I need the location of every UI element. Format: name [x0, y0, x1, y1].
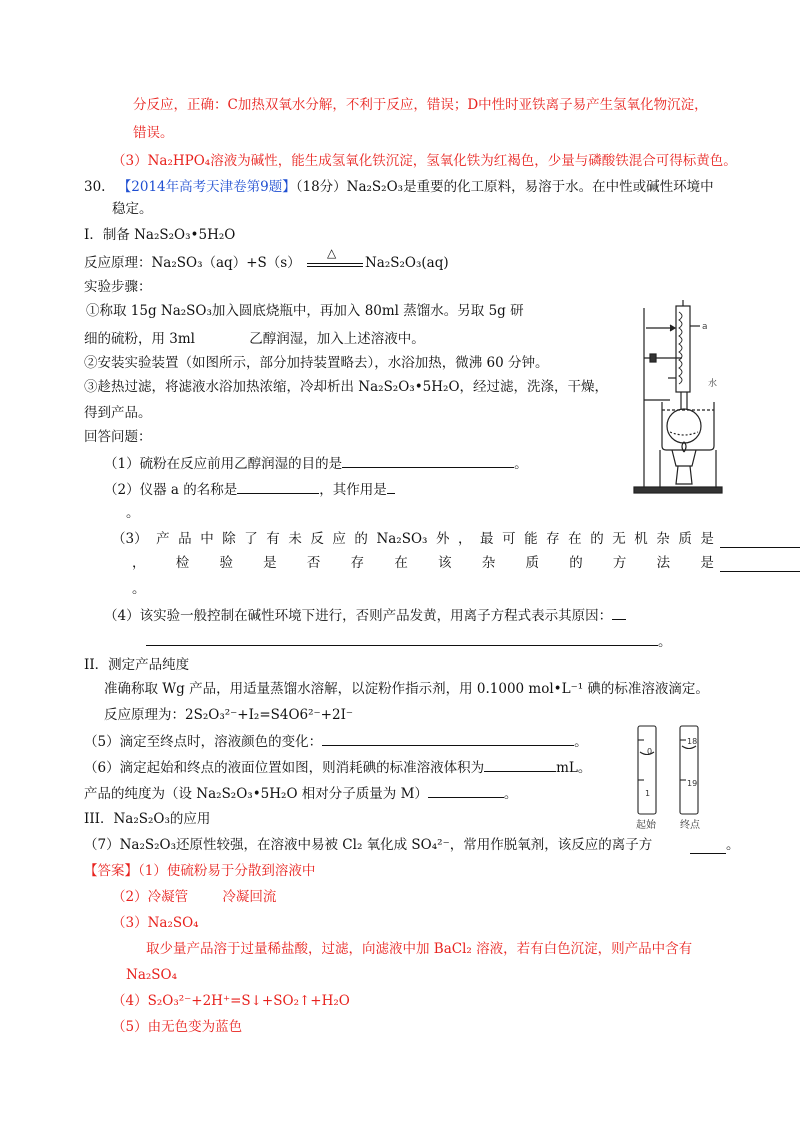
answer-blank-6a[interactable]: [484, 758, 556, 772]
heat-arrow: [305, 246, 365, 272]
question-intro: （18分）Na₂S₂O₃是重要的化工原料，易溶于水。在中性或碱性环境中: [295, 179, 714, 195]
question-7-text: （7）Na₂S₂O₃还原性较强，在溶液中易被 Cl₂ 氧化成 SO₄²⁻，常用作脱氧剂，该反应的离子方: [84, 837, 653, 853]
question-1-text: （1）硫粉在反应前用乙醇润湿的目的是: [104, 456, 343, 472]
section-1-title: I．制备 Na₂S₂O₃•5H₂O: [84, 227, 236, 243]
q3a-word-16: 能: [524, 531, 538, 547]
q3a-word-0: （3）: [112, 531, 148, 547]
q3b-word-12: 法: [656, 555, 671, 571]
answer-blank-2a[interactable]: [237, 480, 319, 494]
section-3-title: III．Na₂S₂O₃的应用: [84, 811, 211, 827]
q3a-word-17: 存: [546, 531, 560, 547]
q3a-word-8: 反: [310, 531, 324, 547]
q3a-word-3: 中: [200, 531, 214, 547]
q3b-word-7: 该: [438, 555, 452, 571]
step-1-line-2: [84, 330, 425, 348]
answer-blank-6b[interactable]: [428, 784, 504, 798]
q3a-word-14: 最: [480, 531, 494, 547]
answer-4: （4）S₂O₃²⁻+2H⁺=S↓+SO₂↑+H₂O: [112, 993, 350, 1009]
question-7-end: 。: [726, 837, 740, 853]
q3b-word-11: 方: [612, 555, 627, 571]
step-1-part-b: 乙醇润湿，加入上述溶液中。: [249, 331, 425, 347]
stand-base: [634, 487, 722, 493]
step-1-line-1: ①称取 15g Na₂SO₃加入圆底烧瓶中，再加入 80ml 蒸馏水。另取 5g 研: [86, 303, 524, 319]
meniscus-end: [682, 746, 696, 749]
burette-a-1: 1: [645, 789, 651, 798]
answer-blank-7[interactable]: [690, 840, 726, 854]
q3a-word-12: 外: [435, 531, 450, 547]
question-1: （1）硫粉在反应前用乙醇润湿的目的是 。: [104, 456, 528, 472]
question-2: [104, 480, 395, 499]
question-5-text: （5）滴定至终点时，溶液颜色的变化：: [84, 734, 323, 750]
q3a-word-7: 未: [288, 531, 302, 547]
question-3-end: 。: [132, 581, 146, 597]
q3a-word-9: 应: [332, 531, 346, 547]
question-2-text-b: ，其作用是: [319, 482, 387, 498]
apparatus-figure: [630, 298, 740, 496]
answer-blank-3a[interactable]: [720, 534, 800, 548]
answer-blank-4a[interactable]: [612, 606, 626, 620]
q3a-word-18: 在: [568, 531, 582, 547]
q3a-word-15: 可: [502, 531, 516, 547]
reaction-right: Na₂S₂O₃(aq): [364, 255, 449, 271]
q3a-word-13: ，: [458, 531, 472, 547]
answer-5: （5）由无色变为蓝色: [112, 1019, 243, 1035]
q3b-word-1: 检: [175, 555, 190, 571]
caption-start: 起始: [636, 820, 656, 831]
q3a-word-2: 品: [178, 531, 192, 547]
question-5: （5）滴定至终点时，溶液颜色的变化： 。: [84, 734, 588, 750]
question-number: 30.: [84, 179, 106, 195]
answer-3: （3）Na₂SO₄: [112, 915, 199, 931]
step-3-line-2: 得到产品。: [84, 405, 152, 421]
answer-3-method: 取少量产品溶于过量稀盐酸，过滤，向滤液中加 BaCl₂ 溶液，若有白色沉淀，则产品中含有: [146, 941, 693, 957]
q3b-word-4: 否: [306, 555, 321, 571]
question-4-line-2: 。: [146, 632, 672, 651]
section-2-para: 准确称取 Wg 产品，用适量蒸馏水溶解，以淀粉作指示剂，用 0.1000 mol•L⁻¹ 碘的标准溶液滴定。: [104, 681, 709, 697]
steps-title: 实验步骤：: [84, 279, 152, 295]
q3b-word-9: 质: [525, 555, 539, 571]
step-1-part-a: 细的硫粉，用 3ml: [84, 331, 195, 347]
answer-prompt: 回答问题：: [84, 429, 152, 445]
prev-answer-line-1: 分反应，正确：C加热双氧水分解，不利于反应，错误；D中性时亚铁离子易产生氢氧化物沉淀，: [133, 97, 708, 113]
answer-blank-1[interactable]: [342, 454, 514, 468]
section-2-reaction: 反应原理为：2S₂O₃²⁻+I₂=S4O6²⁻+2I⁻: [104, 707, 354, 723]
q3a-word-21: 机: [634, 531, 648, 547]
answer-1: （1）使硫粉易于分散到溶液中: [138, 863, 316, 879]
q3a-word-20: 无: [612, 531, 626, 547]
question-7: [84, 836, 652, 854]
question-30-header: [84, 178, 714, 196]
question-4: [104, 606, 626, 625]
q3b-word-5: 存: [350, 555, 365, 571]
q3a-word-11: Na₂SO₃: [376, 531, 428, 547]
prev-answer-line-3: （3）Na₂HPO₄溶液为碱性，能生成氢氧化铁沉淀，氢氧化铁为红褐色，少量与磷酸铁混合可得标黄色。: [112, 153, 737, 169]
step-3-line-1: ③趁热过滤，将滤液水浴加热浓缩，冷却析出 Na₂S₂O₃•5H₂O，经过滤，洗涤，干燥，: [84, 379, 609, 395]
question-2-end: 。: [126, 505, 140, 521]
answer-3-method-end: Na₂SO₄: [126, 967, 178, 983]
reaction-principle: [84, 246, 449, 272]
question-6: （6）滴定起始和终点的液面位置如图，则消耗碘的标准溶液体积为 mL。: [84, 760, 592, 776]
burette-start: [638, 726, 656, 814]
q3a-word-1: 产: [156, 531, 170, 547]
burette-b-19: 19: [687, 779, 698, 788]
question-3-line-2: [132, 554, 714, 572]
q3a-word-24: 是: [700, 531, 714, 547]
reaction-left: 反应原理：Na₂SO₃（aq）+S（s）: [84, 255, 301, 271]
q3b-word-13: 是: [700, 555, 714, 571]
burette-b-18: 18: [687, 737, 698, 746]
question-6-purity: 产品的纯度为（设 Na₂S₂O₃•5H₂O 相对分子质量为 M） 。: [84, 786, 518, 802]
answer-label: 【答案】: [84, 863, 138, 879]
answer-blank-5[interactable]: [322, 732, 574, 746]
q3b-word-6: 在: [394, 555, 408, 571]
question-source: 【2014年高考天津卷第9题】: [117, 179, 296, 195]
q3a-word-10: 的: [354, 531, 368, 547]
q3a-word-6: 有: [266, 531, 280, 547]
answer-blank-3b[interactable]: [720, 558, 800, 572]
answer-blank-2b[interactable]: [387, 480, 395, 494]
question-6-text: （6）滴定起始和终点的液面位置如图，则消耗碘的标准溶液体积为: [84, 760, 485, 776]
question-2-text: （2）仪器 a 的名称是: [104, 482, 238, 498]
q3a-word-5: 了: [244, 531, 258, 547]
answer-section: [84, 862, 315, 880]
question-6-purity-text: 产品的纯度为（设 Na₂S₂O₃•5H₂O 相对分子质量为 M）: [84, 786, 428, 802]
q3b-word-3: 是: [263, 555, 277, 571]
delta-symbol: △: [326, 246, 337, 260]
q3b-word-0: ，: [132, 555, 146, 571]
answer-blank-4b[interactable]: [146, 632, 658, 646]
q3b-word-8: 杂: [481, 555, 496, 571]
question-intro-cont: 稳定。: [112, 201, 153, 217]
label-water: 水: [708, 379, 718, 389]
burette-figure: [632, 720, 724, 832]
question-4-text: （4）该实验一般控制在碱性环境下进行，否则产品发黄，用离子方程式表示其原因：: [104, 608, 613, 624]
q3a-word-4: 除: [222, 531, 236, 547]
prev-answer-line-2: 错误。: [133, 125, 174, 141]
burette-a-0: 0: [647, 747, 653, 756]
q3b-word-2: 验: [219, 555, 233, 571]
section-2-title: II．测定产品纯度: [84, 657, 190, 673]
q3b-word-10: 的: [569, 555, 583, 571]
step-2: ②安装实验装置（如图所示，部分加持装置略去），水浴加热，微沸 60 分钟。: [84, 355, 549, 371]
condenser: [676, 306, 690, 392]
question-3-line-1: [112, 530, 714, 548]
label-a: a: [702, 322, 708, 332]
q3a-word-19: 的: [590, 531, 604, 547]
answer-2: （2）冷凝管 冷凝回流: [112, 889, 277, 905]
caption-end: 终点: [680, 820, 700, 831]
q3a-word-23: 质: [678, 531, 692, 547]
q3a-word-22: 杂: [656, 531, 670, 547]
